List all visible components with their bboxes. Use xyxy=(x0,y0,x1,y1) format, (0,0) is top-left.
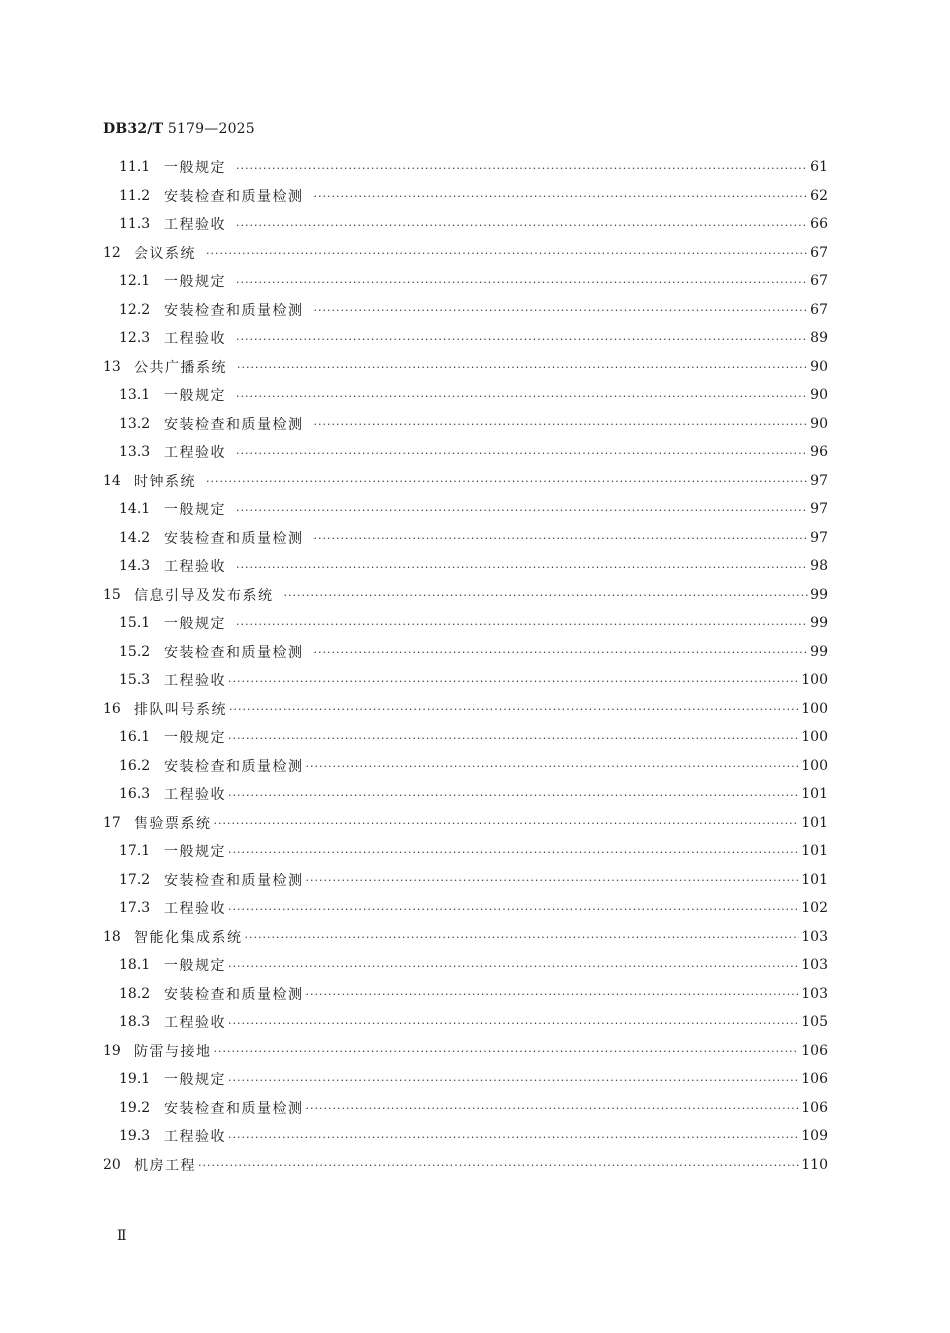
toc-dot-leader xyxy=(229,703,799,716)
toc-entry-title: 一般规定 xyxy=(164,844,226,861)
toc-entry[interactable] xyxy=(103,951,828,980)
toc-dot-leader xyxy=(236,219,808,232)
toc-dot-leader xyxy=(206,475,808,488)
toc-entry-title: 工程验收 xyxy=(164,901,226,918)
toc-dot-leader xyxy=(306,988,800,1001)
toc-dot-leader xyxy=(314,304,809,317)
toc-dot-leader xyxy=(306,874,800,887)
toc-entry-page: 62 xyxy=(810,187,828,204)
toc-dot-leader xyxy=(236,390,808,403)
toc-entry[interactable] xyxy=(103,837,828,866)
toc-entry-page: 100 xyxy=(801,757,828,774)
toc-entry[interactable] xyxy=(103,1151,828,1180)
toc-entry-page: 100 xyxy=(801,700,828,717)
toc-entry-title: 安装检查和质量检测 xyxy=(164,416,304,433)
toc-entry[interactable] xyxy=(103,752,828,781)
toc-entry-title: 一般规定 xyxy=(164,502,226,519)
document-code-prefix: DB32/T xyxy=(103,121,164,137)
toc-entry-title: 一般规定 xyxy=(164,388,226,405)
toc-entry-number: 19.2 xyxy=(119,1099,151,1116)
toc-entry-title: 一般规定 xyxy=(164,274,226,291)
toc-entry[interactable] xyxy=(103,609,828,638)
toc-entry-number: 17 xyxy=(103,814,121,831)
toc-dot-leader xyxy=(237,361,808,374)
toc-entry-page: 105 xyxy=(801,1014,828,1031)
toc-entry-title: 时钟系统 xyxy=(134,473,196,490)
toc-entry-page: 103 xyxy=(801,928,828,945)
toc-dot-leader xyxy=(236,618,808,631)
toc-entry-title: 安装检查和质量检测 xyxy=(164,758,304,775)
toc-entry[interactable] xyxy=(103,552,828,581)
toc-entry[interactable] xyxy=(103,153,828,182)
toc-entry-page: 101 xyxy=(801,843,828,860)
toc-entry[interactable] xyxy=(103,267,828,296)
toc-entry-page: 97 xyxy=(810,501,828,518)
toc-entry-page: 102 xyxy=(801,900,828,917)
toc-entry-number: 19.3 xyxy=(119,1128,151,1145)
toc-dot-leader xyxy=(314,190,809,203)
toc-entry-number: 20 xyxy=(103,1156,121,1173)
toc-entry[interactable] xyxy=(103,524,828,553)
toc-dot-leader xyxy=(228,903,799,916)
toc-entry-number: 17.3 xyxy=(119,900,151,917)
toc-entry-number: 14.3 xyxy=(119,558,151,575)
toc-entry[interactable] xyxy=(103,923,828,952)
toc-dot-leader xyxy=(236,447,808,460)
toc-entry-title: 一般规定 xyxy=(164,730,226,747)
toc-entry-page: 67 xyxy=(810,273,828,290)
toc-entry[interactable] xyxy=(103,324,828,353)
toc-dot-leader xyxy=(228,846,799,859)
toc-entry-page: 101 xyxy=(801,871,828,888)
toc-entry-page: 89 xyxy=(810,330,828,347)
toc-dot-leader xyxy=(228,789,799,802)
toc-entry-page: 97 xyxy=(810,529,828,546)
toc-entry-page: 97 xyxy=(810,472,828,489)
toc-entry-title: 一般规定 xyxy=(164,160,226,177)
toc-entry-page: 96 xyxy=(810,444,828,461)
toc-entry-title: 一般规定 xyxy=(164,616,226,633)
toc-dot-leader xyxy=(306,1102,800,1115)
toc-entry-title: 工程验收 xyxy=(164,1015,226,1032)
toc-entry-number: 18.1 xyxy=(119,957,151,974)
toc-dot-leader xyxy=(314,532,809,545)
document-code-header xyxy=(103,121,255,137)
toc-entry-number: 19 xyxy=(103,1042,121,1059)
toc-entry-number: 17.2 xyxy=(119,871,151,888)
toc-dot-leader xyxy=(214,1045,800,1058)
toc-entry-page: 106 xyxy=(801,1071,828,1088)
toc-entry[interactable] xyxy=(103,1065,828,1094)
toc-dot-leader xyxy=(245,931,800,944)
toc-entry-title: 防雷与接地 xyxy=(134,1043,212,1060)
toc-entry[interactable] xyxy=(103,495,828,524)
toc-entry-page: 90 xyxy=(810,358,828,375)
toc-entry-title: 安装检查和质量检测 xyxy=(164,530,304,547)
toc-entry-page: 98 xyxy=(810,558,828,575)
toc-entry-page: 101 xyxy=(801,786,828,803)
toc-entry-number: 16.1 xyxy=(119,729,151,746)
toc-entry-number: 13.3 xyxy=(119,444,151,461)
toc-entry[interactable] xyxy=(103,353,828,382)
toc-entry-number: 12.3 xyxy=(119,330,151,347)
toc-entry[interactable] xyxy=(103,980,828,1009)
toc-entry-number: 15.1 xyxy=(119,615,151,632)
toc-entry-title: 工程验收 xyxy=(164,445,226,462)
toc-entry-number: 15.2 xyxy=(119,643,151,660)
toc-entry-page: 99 xyxy=(810,615,828,632)
toc-entry-title: 一般规定 xyxy=(164,958,226,975)
toc-entry-number: 18.3 xyxy=(119,1014,151,1031)
toc-dot-leader xyxy=(306,760,800,773)
toc-entry-title: 会议系统 xyxy=(134,245,196,262)
toc-dot-leader xyxy=(214,817,800,830)
toc-entry[interactable] xyxy=(103,666,828,695)
toc-entry-number: 18 xyxy=(103,928,121,945)
toc-entry-title: 安装检查和质量检测 xyxy=(164,986,304,1003)
toc-entry[interactable] xyxy=(103,239,828,268)
toc-entry[interactable] xyxy=(103,296,828,325)
toc-dot-leader xyxy=(228,1017,799,1030)
toc-entry-title: 工程验收 xyxy=(164,1129,226,1146)
toc-entry-page: 99 xyxy=(810,643,828,660)
toc-entry-number: 11.3 xyxy=(119,216,151,233)
toc-entry-title: 信息引导及发布系统 xyxy=(134,587,274,604)
toc-entry-title: 工程验收 xyxy=(164,559,226,576)
toc-entry-number: 17.1 xyxy=(119,843,151,860)
toc-entry-number: 12.1 xyxy=(119,273,151,290)
toc-entry[interactable] xyxy=(103,780,828,809)
toc-entry-title: 工程验收 xyxy=(164,217,226,234)
toc-entry-page: 99 xyxy=(810,586,828,603)
toc-entry-number: 14.1 xyxy=(119,501,151,518)
toc-entry-number: 15 xyxy=(103,586,121,603)
toc-dot-leader xyxy=(236,162,808,175)
toc-dot-leader xyxy=(314,646,809,659)
toc-entry[interactable] xyxy=(103,467,828,496)
toc-entry[interactable] xyxy=(103,1037,828,1066)
toc-dot-leader xyxy=(228,675,799,688)
toc-entry-page: 101 xyxy=(801,814,828,831)
toc-entry-title: 安装检查和质量检测 xyxy=(164,302,304,319)
toc-entry-number: 11.1 xyxy=(119,159,151,176)
toc-entry[interactable] xyxy=(103,723,828,752)
toc-entry-title: 一般规定 xyxy=(164,1072,226,1089)
toc-entry[interactable] xyxy=(103,210,828,239)
toc-entry-number: 12.2 xyxy=(119,301,151,318)
toc-dot-leader xyxy=(228,960,799,973)
toc-entry-title: 工程验收 xyxy=(164,673,226,690)
toc-entry-number: 11.2 xyxy=(119,187,151,204)
toc-entry-page: 109 xyxy=(801,1128,828,1145)
toc-entry[interactable] xyxy=(103,581,828,610)
toc-entry-page: 67 xyxy=(810,244,828,261)
toc-dot-leader xyxy=(284,589,809,602)
toc-dot-leader xyxy=(228,1131,799,1144)
toc-entry[interactable] xyxy=(103,638,828,667)
toc-entry-page: 90 xyxy=(810,387,828,404)
toc-entry-title: 公共广播系统 xyxy=(134,359,227,376)
toc-dot-leader xyxy=(236,333,808,346)
toc-entry-title: 安装检查和质量检测 xyxy=(164,644,304,661)
toc-entry-title: 安装检查和质量检测 xyxy=(164,188,304,205)
toc-entry-number: 16 xyxy=(103,700,121,717)
toc-entry-number: 13 xyxy=(103,358,121,375)
toc-entry-title: 机房工程 xyxy=(134,1157,196,1174)
toc-entry-page: 103 xyxy=(801,957,828,974)
toc-entry-title: 智能化集成系统 xyxy=(134,929,243,946)
toc-entry[interactable] xyxy=(103,182,828,211)
toc-entry-page: 106 xyxy=(801,1042,828,1059)
toc-entry[interactable] xyxy=(103,1008,828,1037)
toc-dot-leader xyxy=(228,1074,799,1087)
toc-entry-page: 100 xyxy=(801,672,828,689)
toc-entry-number: 16.2 xyxy=(119,757,151,774)
toc-entry-title: 工程验收 xyxy=(164,787,226,804)
toc-entry[interactable] xyxy=(103,866,828,895)
toc-entry-number: 13.2 xyxy=(119,415,151,432)
toc-entry-page: 66 xyxy=(810,216,828,233)
toc-entry-number: 18.2 xyxy=(119,985,151,1002)
toc-entry-title: 安装检查和质量检测 xyxy=(164,872,304,889)
toc-entry[interactable] xyxy=(103,1094,828,1123)
toc-entry-page: 90 xyxy=(810,415,828,432)
document-code-number: 5179—2025 xyxy=(163,121,255,137)
toc-entry-title: 工程验收 xyxy=(164,331,226,348)
toc-entry[interactable] xyxy=(103,438,828,467)
toc-entry-page: 110 xyxy=(801,1156,828,1173)
toc-entry-number: 14.2 xyxy=(119,529,151,546)
toc-entry-page: 61 xyxy=(810,159,828,176)
toc-entry[interactable] xyxy=(103,894,828,923)
toc-entry[interactable] xyxy=(103,695,828,724)
toc-dot-leader xyxy=(198,1159,799,1172)
toc-entry-number: 15.3 xyxy=(119,672,151,689)
toc-entry-number: 12 xyxy=(103,244,121,261)
toc-entry-number: 14 xyxy=(103,472,121,489)
toc-dot-leader xyxy=(228,732,799,745)
toc-entry-number: 13.1 xyxy=(119,387,151,404)
page-number-footer: Ⅱ xyxy=(117,1228,127,1244)
toc-entry[interactable] xyxy=(103,410,828,439)
toc-dot-leader xyxy=(236,276,808,289)
toc-dot-leader xyxy=(206,247,808,260)
toc-entry-title: 排队叫号系统 xyxy=(134,701,227,718)
toc-dot-leader xyxy=(314,418,809,431)
toc-dot-leader xyxy=(236,504,808,517)
toc-entry-title: 售验票系统 xyxy=(134,815,212,832)
toc-entry[interactable] xyxy=(103,381,828,410)
toc-entry-page: 67 xyxy=(810,301,828,318)
toc-entry[interactable] xyxy=(103,1122,828,1151)
toc-entry-page: 106 xyxy=(801,1099,828,1116)
toc-entry-page: 100 xyxy=(801,729,828,746)
toc-entry-page: 103 xyxy=(801,985,828,1002)
toc-dot-leader xyxy=(236,561,808,574)
toc-entry-number: 16.3 xyxy=(119,786,151,803)
toc-entry[interactable] xyxy=(103,809,828,838)
toc-entry-title: 安装检查和质量检测 xyxy=(164,1100,304,1117)
table-of-contents xyxy=(103,153,828,1179)
toc-entry-number: 19.1 xyxy=(119,1071,151,1088)
